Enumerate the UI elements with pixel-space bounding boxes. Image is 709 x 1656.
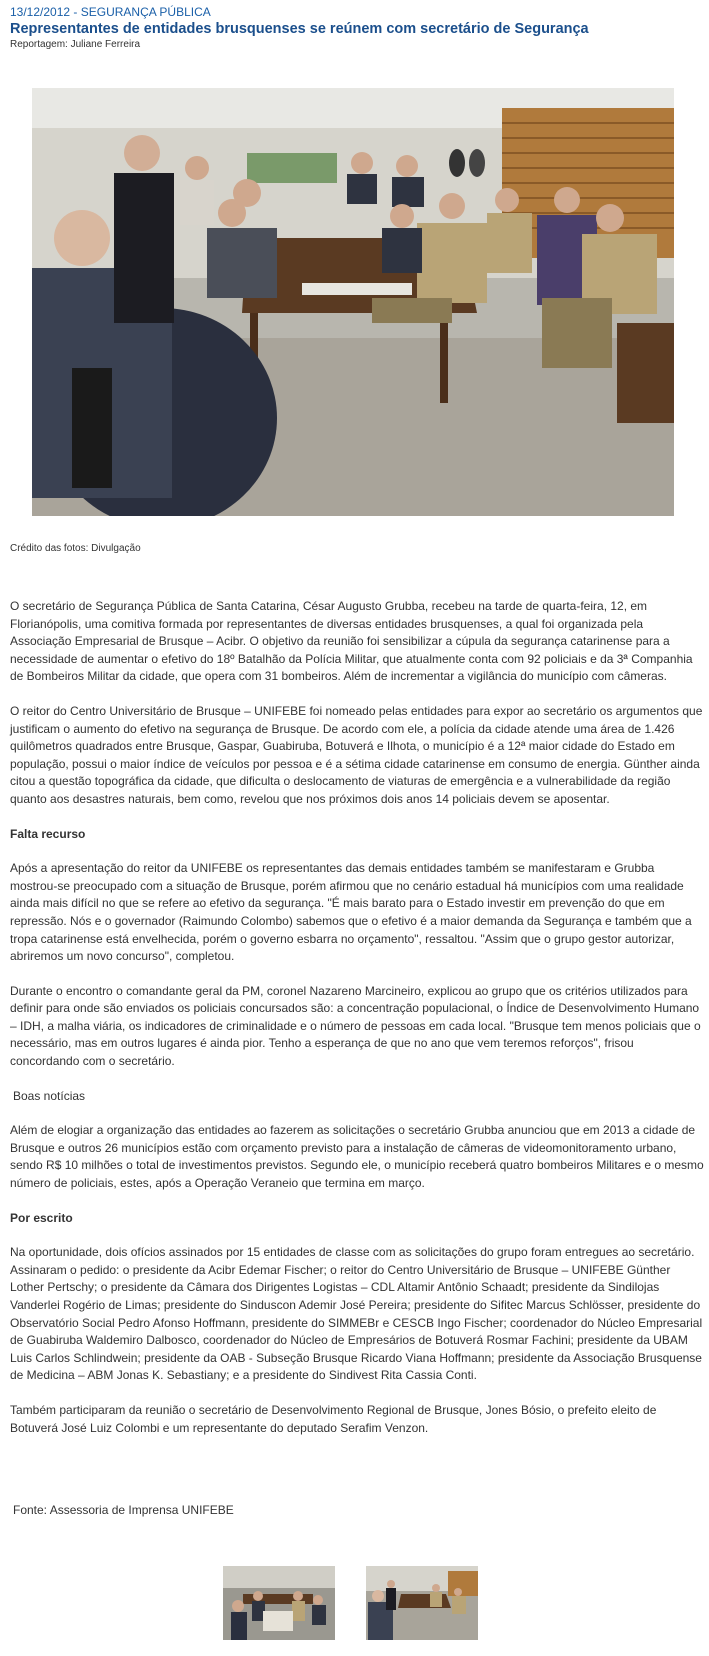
photo-thumbnail-1[interactable] xyxy=(223,1566,335,1640)
byline: Reportagem: Juliane Ferreira xyxy=(10,39,141,50)
paragraph: Na oportunidade, dois ofícios assinados por 15 entidades de classe com as solicitações do grupo foram entregues ao secretário. Assinaram o pedido: o presidente da Acibr Edemar Fischer; o reitor do Centro Universitário de Brusque – UNIFEBE Günther Lother Pertschy; o presidente da Câmara dos Dirigentes Logistas – CDL Altamir Antônio Schaadt; presidente da Sindilojas Vanderlei Rogério de Limas; presidente do Sinduscon Ademir José Pereira; presidente do Sifitec Marcus Schlösser, presidente do Observatório Social Pedro Afonso Hoffmann, presidente do SIMMEBr e CESCB Ingo Fischer; coordenador do Núcleo Empresarial de Guabiruba Waldemiro Dalbosco, coordenador do Núcleo de Empresários de Botuverá Rosmar Fachini; presidente da UBAM Luis Carlos Schlindwein; presidente da OAB - Subseção Brusque Ricardo Viana Hoffmann; presidente da Associação Brusquense de Medicina – ABM Jonas K. Sebastiany; e a presidente do Sindivest Rita Cassia Conti. xyxy=(10,1245,703,1383)
photo-credit: Crédito das fotos: Divulgação xyxy=(10,543,141,554)
source-credit: Fonte: Assessoria de Imprensa UNIFEBE xyxy=(13,1503,234,1517)
article-body xyxy=(10,598,705,1454)
subheading: Boas notícias xyxy=(13,1088,86,1103)
meeting-photo-illustration xyxy=(32,88,674,516)
subheading: Por escrito xyxy=(10,1210,73,1225)
paragraph: O reitor do Centro Universitário de Brusque – UNIFEBE foi nomeado pelas entidades para expor ao secretário os argumentos que justificam o aumento do efetivo na segurança de Brusque. De acordo com ele, a polícia da cidade atende uma área de 1.426 quilômetros quadrados entre Brusque, Gaspar, Guabiruba, Botuverá e Ilhota, o município é a 12ª maior cidade do Estado em população, possui o maior índice de veículos por pessoa e é a sétima cidade catarinense em consumo de energia. Günther ainda citou a questão topográfica da cidade, que dificulta o deslocamento de viaturas de emergência e a vulnerabilidade da região quanto aos desastres naturais, bem como, revelou que nos próximos dois anos 14 policiais devem se aposentar. xyxy=(10,703,703,806)
thumbnail-image xyxy=(366,1566,478,1640)
date-section: 13/12/2012 - SEGURANÇA PÚBLICA xyxy=(10,5,211,19)
paragraph: Também participaram da reunião o secretário de Desenvolvimento Regional de Brusque, Jones Bósio, o prefeito eleito de Botuverá José Luiz Colombi e um representante do deputado Serafim Venzon. xyxy=(10,1402,657,1435)
photo-thumbnail-2[interactable] xyxy=(366,1566,478,1640)
paragraph: Além de elogiar a organização das entidades ao fazerem as solicitações o secretário Grubba anunciou que em 2013 a cidade de Brusque e outros 26 municípios estão com orçamento previsto para a instalação de câmeras de videomonitoramento urbano, sendo R$ 10 milhões o total de investimentos previstos. Segundo ele, o município receberá quatro bombeiros Militares e o mesmo número de policiais, estes, após a Operação Veraneio que termina em março. xyxy=(10,1123,704,1191)
paragraph: Após a apresentação do reitor da UNIFEBE os representantes das demais entidades também se manifestaram e Grubba mostrou-se preocupado com a situação de Brusque, porém afirmou que no cenário estadual há municípios com uma realidade ainda mais difícil no que se refere ao efetivo da segurança. "É mais barato para o Estado investir em prevenção do que em repressão. Nós e o governador (Raimundo Colombo) sabemos que o efetivo é a maior demanda da Segurança e também que a tropa catarinense está envelhecida, porém o governo esbarra no orçamento", ressaltou. "Assim que o grupo gestor autorizar, abriremos um novo concurso", completou. xyxy=(10,861,692,964)
subheading: Falta recurso xyxy=(10,826,86,841)
main-photo xyxy=(32,88,674,516)
thumbnail-image xyxy=(223,1566,335,1640)
paragraph: O secretário de Segurança Pública de Santa Catarina, César Augusto Grubba, recebeu na tarde de quarta-feira, 12, em Florianópolis, uma comitiva formada por representantes de diversas entidades brusquenses, a qual foi organizada pela Associação Empresarial de Brusque – Acibr. O objetivo da reunião foi sensibilizar a cúpula da segurança catarinense para a necessidade de aumentar o efetivo do 18º Batalhão da Polícia Militar, que atualmente conta com 92 policiais e da 3ª Companhia de Bombeiros Militar da cidade, que opera com 31 bombeiros. Além de incrementar a vigilância do município com câmeras. xyxy=(10,599,693,684)
paragraph: Durante o encontro o comandante geral da PM, coronel Nazareno Marcineiro, explicou ao grupo que os critérios utilizados para definir para onde são enviados os policiais concursados são: a concentração populacional, o Índice de Desenvolvimento Humano – IDH, a malha viária, os indicadores de criminalidade e o número de pessoas em cada local. "Brusque tem menos policiais que o necessário, mas em outros lugares é ainda pior. Tenho a esperança de que no ano que vem teremos reforços", frisou concordando com o secretário. xyxy=(10,983,701,1069)
article-header xyxy=(10,0,700,51)
page-title: Representantes de entidades brusquenses se reúnem com secretário de Segurança xyxy=(10,21,589,37)
